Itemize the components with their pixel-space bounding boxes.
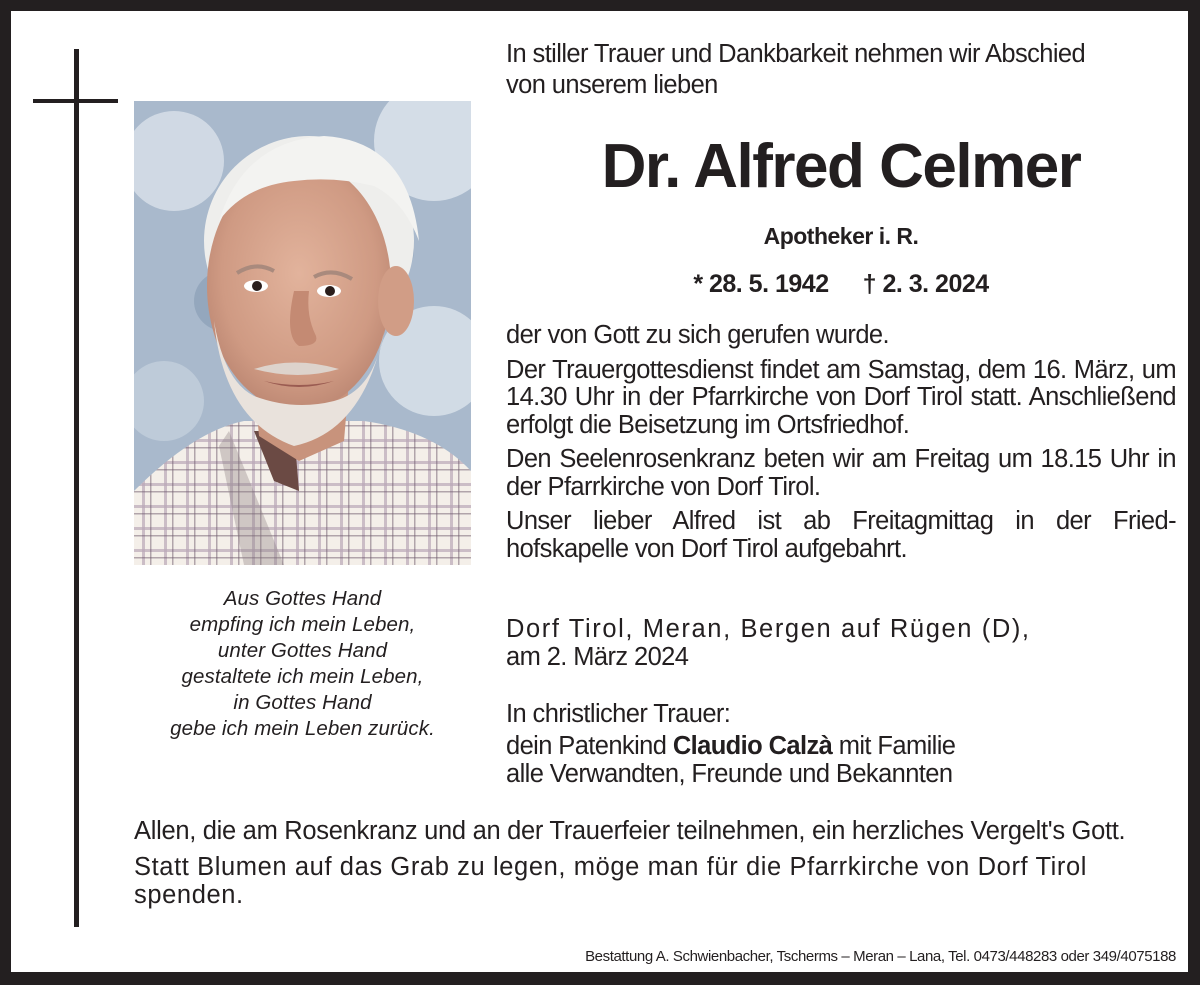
mourners-heading: In christlicher Trauer:: [506, 700, 731, 728]
mourners: [506, 700, 1176, 788]
poem-line: in Gottes Hand: [233, 691, 372, 714]
service-text: Der Trauergottesdienst findet am Samstag, dem 16. März, um 14.30 Uhr in der Pfarrkirche von Dorf Tirol statt. Anschließend erfolgt die Beisetzung im Ortsfriedhof.: [506, 355, 1176, 439]
deceased-title: Apotheker i. R.: [763, 223, 919, 249]
cross-icon-horizontal-bar: [33, 99, 118, 103]
thanks-text: Allen, die am Rosenkranz und an der Trauerfeier teilnehmen, ein herzliches Vergelt's Gott.: [134, 817, 1126, 845]
viewing-line: hofskapelle von Dorf Tirol aufgebahrt.: [506, 534, 908, 563]
life-dates: [506, 268, 1176, 300]
viewing-line: Unser lieber Alfred ist ab Freitagmittag in der Fried-: [506, 507, 1176, 535]
birth-date: * 28. 5. 1942: [693, 270, 829, 298]
godchild-name: Claudio Calzà: [672, 732, 833, 760]
cross-icon-vertical-bar: [74, 49, 79, 927]
rosary-text: Den Seelenrosenkranz beten wir am Freitag um 18.15 Uhr in der Pfarrkirche von Dorf Tirol.: [506, 445, 1176, 501]
viewing-text: [506, 508, 1176, 563]
poem-line: gestaltete ich mein Leben,: [181, 665, 424, 688]
deceased-name: Dr. Alfred Celmer: [601, 132, 1081, 201]
godchild-suffix: mit Familie: [832, 732, 956, 760]
godchild-prefix: dein Patenkind: [506, 732, 673, 760]
donation-text: Statt Blumen auf das Grab zu legen, möge man für die Pfarrkirche von Dorf Tirol spenden.: [134, 853, 1088, 909]
poem-line: empfing ich mein Leben,: [189, 613, 416, 636]
called-text: der von Gott zu sich gerufen wurde.: [506, 321, 889, 349]
poem-line: gebe ich mein Leben zurück.: [170, 717, 435, 740]
death-date: † 2. 3. 2024: [862, 270, 989, 298]
announcement-body: [506, 322, 1176, 570]
intro-line: von unserem lieben: [506, 71, 718, 99]
obituary-notice: [11, 11, 1188, 972]
undertaker-footer: Bestattung A. Schwienbacher, Tscherms – Meran – Lana, Tel. 0473/448283 oder 349/4075188: [585, 948, 1176, 965]
intro-text: [506, 39, 1176, 101]
other-mourners: alle Verwandten, Freunde und Bekannten: [506, 760, 953, 788]
closing-text: [134, 817, 1176, 917]
poem-line: unter Gottes Hand: [217, 639, 388, 662]
notice-date: am 2. März 2024: [506, 642, 689, 671]
portrait-photo: [134, 101, 471, 565]
poem: [134, 586, 471, 742]
place-and-date: [506, 616, 1176, 671]
poem-line: Aus Gottes Hand: [223, 587, 382, 610]
godchild-line: [506, 732, 1176, 760]
portrait-illustration: [134, 101, 471, 565]
locations: Dorf Tirol, Meran, Bergen auf Rügen (D),: [506, 615, 1031, 643]
intro-line: In stiller Trauer und Dankbarkeit nehmen wir Abschied: [506, 40, 1086, 68]
